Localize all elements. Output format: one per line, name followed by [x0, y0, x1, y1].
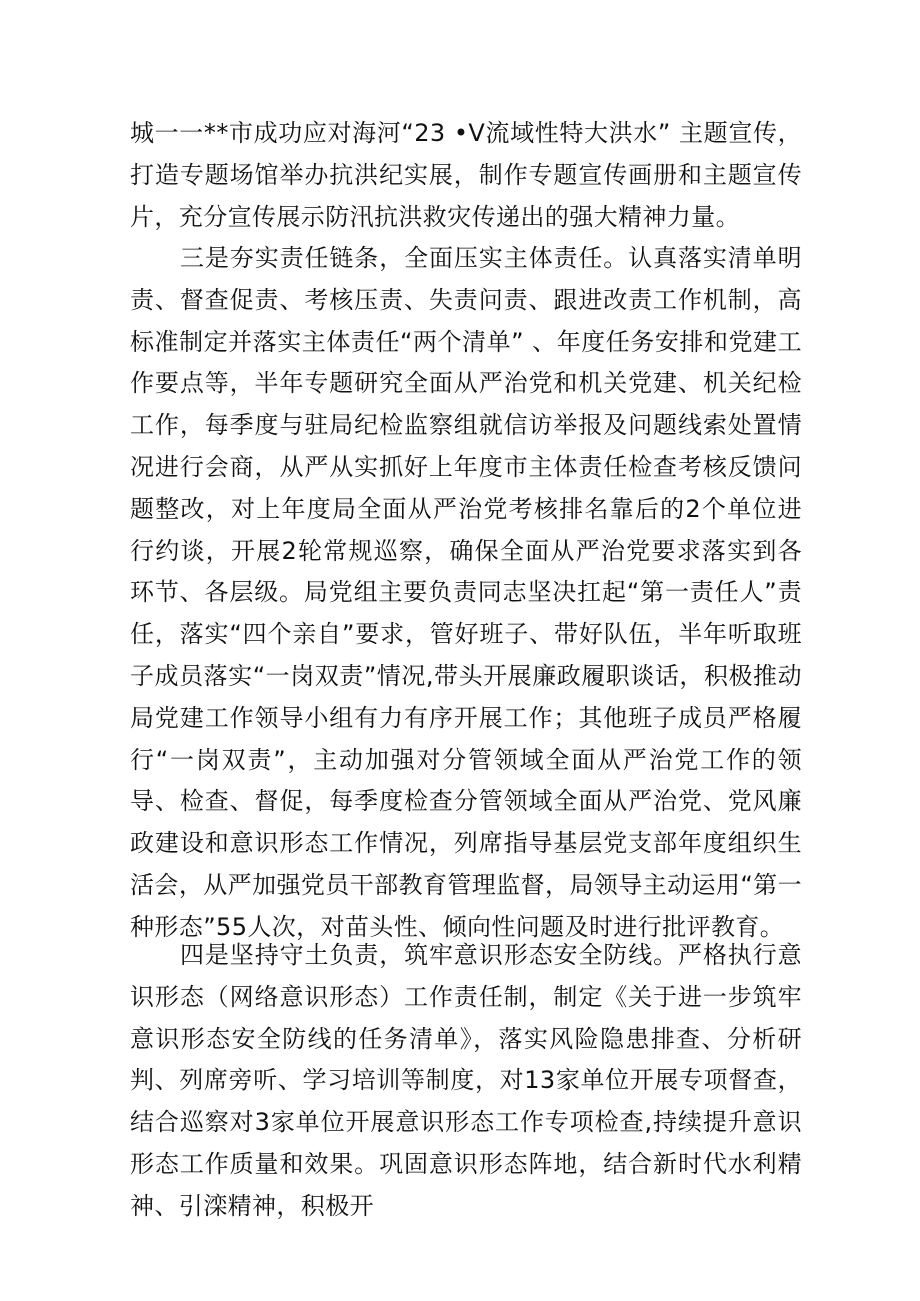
- paragraph-responsibility-chain: 三是夯实责任链条，全面压实主体责任。认真落实清单明责、督查促责、考核压责、失责问责、跟进改责工作机制，高标准制定并落实主体责任“两个清单” 、年度任务安排和党建工作要点等，半年专题研究全面从严治党和机关党建、机关纪检工作，每季度与驻局纪检监察组就信访举报及问题线索处置情况进行会商，从严从实抓好上年度市主体责任检查考核反馈问题整改，对上年度局全面从严治党考核排名靠后的2个单位进行约谈，开展2轮常规巡察，确保全面从严治党要求落实到各环节、各层级。局党组主要负责同志坚决扛起“第一责任人”责任，落实“四个亲自”要求，管好班子、带好队伍，半年听取班子成员落实“一岗双责”情况,带头开展廉政履职谈话，积极推动局党建工作领导小组有力有序开展工作；其他班子成员严格履行“一岗双责”，主动加强对分管领域全面从严治党工作的领导、检查、督促，每季度检查分管领域全面从严治党、党风廉政建设和意识形态工作情况，列席指导基层党支部年度组织生活会，从严加强党员干部教育管理监督，局领导主动运用“第一种形态”55人次，对苗头性、倾向性问题及时进行批评教育。: [130, 244, 802, 941]
- paragraph-continuation: 城一一**市成功应对海河“23 •V流域性特大洪水” 主题宣传，打造专题场馆举办抗洪纪实展，制作专题宣传画册和主题宣传片，充分宣传展示防汛抗洪救灾传递出的强大精神力量。: [130, 119, 802, 231]
- paragraph-ideology-defense: 四是坚持守土负责，筑牢意识形态安全防线。严格执行意识形态（网络意识形态）工作责任制，制定《关于进一步筑牢意识形态安全防线的任务清单》，落实风险隐患排查、分析研判、列席旁听、学习培训等制度，对13家单位开展专项督查，结合巡察对3家单位开展意识形态工作专项检查,持续提升意识形态工作质量和效果。巩固意识形态阵地，结合新时代水利精神、引滦精神，积极开: [130, 941, 802, 1220]
